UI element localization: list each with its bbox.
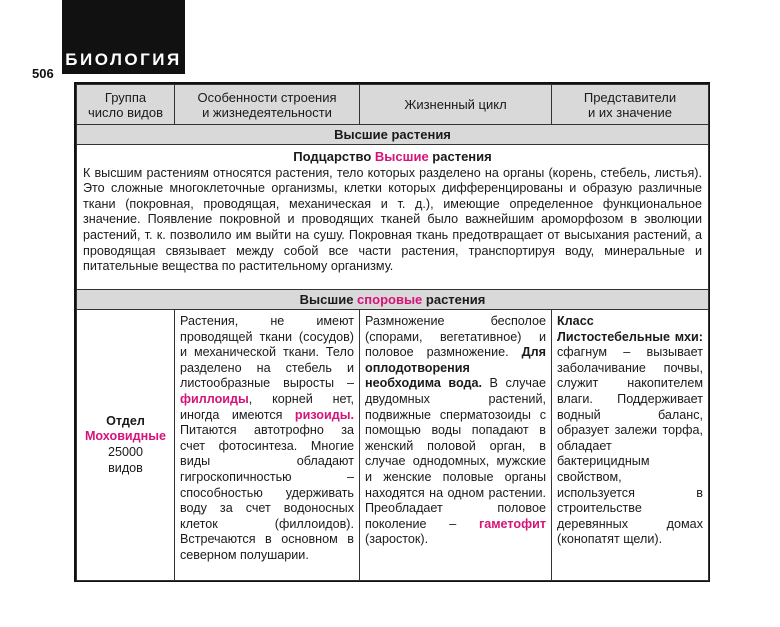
- highlight-term: ризоиды.: [294, 407, 354, 422]
- highlight-term: филлоиды: [180, 391, 249, 406]
- bold-term: Класс Листостебельные мхи:: [557, 314, 703, 344]
- representatives-cell: Класс Листостебельные мхи: сфагнум – вызывает заболачивание почвы, служит накопителем влаги. Поддерживает водный баланс, образует залежи торфа, обладает бактерицидным свойством, используется в строительстве деревянных домах (конопатят щели).: [552, 310, 709, 581]
- column-header-structure: Особенности строения и жизнедеятельности: [175, 85, 360, 125]
- species-count: 25000: [107, 445, 144, 459]
- column-header-group: Группа число видов: [77, 85, 175, 125]
- lifecycle-cell: Размножение бесполое (спорами, вегетативное) и половое размножение. Для оплодотворения необходима вода. В случае двудомных растений, подвижные сперматозоиды с помощью воды попадают в женский половой орган, в случае однодомных, мужские и женские половые органы находятся на одном растении. Преобладает половое поколение – гаметофит (заросток).: [360, 310, 552, 581]
- band-row-spore-plants: [77, 290, 709, 310]
- structure-cell: Растения, не имеют проводящей ткани (сосудов) и механической ткани. Тело разделено на стебель и листообразные выросты – филлоиды, корней нет, иногда имеются ризоиды. Питаются автотрофно за счет фотосинтеза. Многие виды обладают гигроскопичностью – способностью удерживать воду за счет водоносных клеток (филлоидов). Встречаются в основном в северном полушарии.: [175, 310, 360, 581]
- column-header-representatives: Представители и их значение: [552, 85, 709, 125]
- biology-table-frame: [74, 82, 710, 582]
- division-label: Отдел: [106, 413, 145, 428]
- intro-row: [77, 145, 709, 290]
- table-row-mosses: [77, 310, 709, 581]
- band-spore-plants: Высшие споровые растения: [77, 290, 709, 310]
- table-header-row: [77, 85, 709, 125]
- section-title: БИОЛОГИЯ: [65, 50, 182, 69]
- band-row-higher-plants: [77, 125, 709, 145]
- highlight-term: гаметофит: [478, 516, 546, 531]
- plants-table: [76, 84, 709, 581]
- group-cell: [77, 310, 175, 581]
- intro-paragraph: К высшим растениям относятся растения, тело которых разделено на органы (корень, стебель, листья). Это сложные многоклеточные организмы, клетки которых дифференцированы и образую различные ткани (покровная, проводящая, механическая и т. д.), имеющие определенное функциональное значение. Появление покровной и проводящих тканей было важнейшим ароморфозом в эволюции растений, т. к. позволило им выйти на сушу. Покровная ткань предотвращает от высыхания растений, а проводящая связывает между собой все части растения, транспортируя воду, минеральные и питательные вещества по растительному организму.: [83, 165, 702, 274]
- species-unit: видов: [108, 460, 143, 475]
- band-higher-plants: Высшие растения: [77, 125, 709, 145]
- column-header-lifecycle: Жизненный цикл: [360, 85, 552, 125]
- section-header-tab: [62, 0, 185, 74]
- division-name: Моховидные: [84, 429, 167, 444]
- intro-cell: [77, 145, 709, 290]
- subkingdom-title: Подцарство Высшие растения: [293, 149, 492, 164]
- page-number: 506: [32, 66, 54, 81]
- highlight-term: споровые: [357, 291, 423, 307]
- highlight-term: Высшие: [374, 149, 429, 164]
- bold-term: Для оплодотворения необходима вода.: [365, 345, 546, 391]
